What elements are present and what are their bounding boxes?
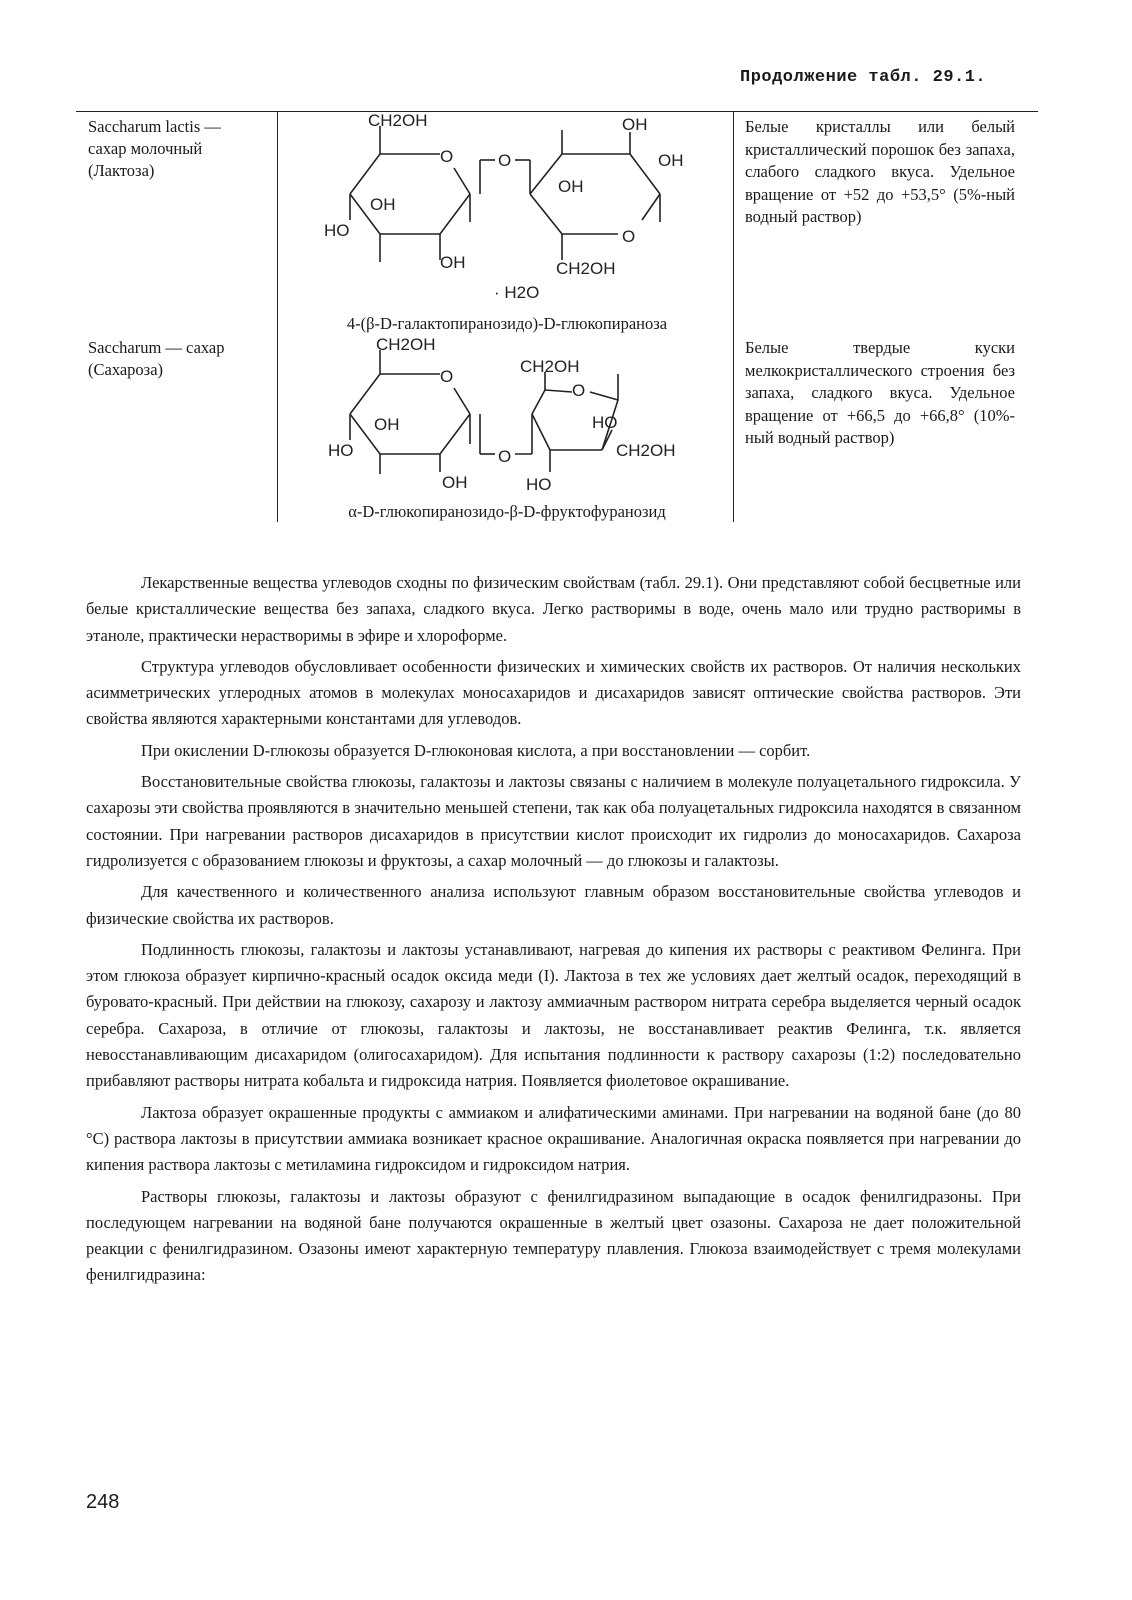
table-row-name-lactose: Saccharum lactis — сахар молочный (Лактоза) [88, 117, 221, 180]
lactose-ring-o-right: O [622, 227, 636, 246]
lactose-ch2oh-top: CH2OH [368, 111, 428, 130]
lactose-oh-right-far: OH [658, 151, 684, 170]
sucrose-oh-bottom: OH [442, 473, 468, 492]
table-column-divider-1 [277, 112, 278, 522]
lactose-oh-inner-right: OH [558, 177, 584, 196]
lactose-description: Белые кристаллы или белый кристаллический порошок без запаха, слабого сладкого вкуса. Удельное вращение от +52 до +53,5° (5%-ный водный раствор) [745, 117, 1015, 226]
sucrose-ho-inner-right: HO [592, 413, 618, 432]
sucrose-ring-o-right: O [572, 381, 586, 400]
sucrose-bridge-o: O [498, 447, 512, 466]
paragraph: Структура углеводов обусловливает особенности физических и химических свойств их растворов. От наличия нескольких асимметрических углеродных атомов в молекулах моносахаридов и дисахаридов зависят оптические свойства растворов. Эти свойства являются характерными константами для углеводов. [86, 656, 1021, 729]
sucrose-structure [300, 334, 720, 498]
paragraph: Лактоза образует окрашенные продукты с аммиаком и алифатическими аминами. При нагревании на водяной бане (до 80 °С) раствора лактозы в присутствии аммиака возникает красное окрашивание. Аналогичная окраска появляется при нагревании до кипения раствора лактозы с метиламина гидроксидом и гидроксидом натрия. [86, 1102, 1021, 1175]
sucrose-ho-bottom: HO [526, 475, 552, 494]
page-number: 248 [86, 1491, 120, 1513]
table-row-name-sucrose: Saccharum — сахар (Сахароза) [88, 338, 225, 379]
lactose-structure [300, 110, 720, 310]
sucrose-ho-left: HO [328, 441, 354, 460]
paragraph: Для качественного и количественного анализа используют главным образом восстановительные свойства углеводов и физические свойства их растворов. [86, 882, 1021, 928]
sucrose-ch2oh-right: CH2OH [616, 441, 676, 460]
table-column-divider-2 [733, 112, 734, 522]
sucrose-description: Белые твердые куски мелкокристаллического строения без запаха, сладкого вкуса. Удельное вращение от +66,5 до +66,8° (10%-ный водный раствор) [745, 338, 1015, 447]
body-text [86, 570, 1021, 1294]
paragraph: Подлинность глюкозы, галактозы и лактозы устанавливают, нагревая до кипения их растворы с реактивом Фелинга. При этом глюкоза образует кирпично-красный осадок оксида меди (I). Лактоза в тех же условиях дает желтый осадок, переходящий в буровато-красный. При действии на глюкозу, сахарозу и лактозу аммиачным раствором нитрата серебра выделяется черный осадок серебра. Сахароза, в отличие от глюкозы, галактозы и лактозы, не восстанавливает реактив Фелинга, т.к. является невосстанавливающим дисахаридом (олигосахаридом). Для испытания подлинности к раствору сахарозы (1:2) последовательно прибавляют растворы нитрата кобальта и гидроксида натрия. Появляется фиолетовое окрашивание. [86, 939, 1021, 1091]
lactose-bridge-o: O [498, 151, 512, 170]
paragraph: Лекарственные вещества углеводов сходны по физическим свойствам (табл. 29.1). Они представляют собой бесцветные или белые кристаллические вещества без запаха, сладкого вкуса. Легко растворимы в воде, очень мало или трудно растворимы в этаноле, практически нерастворимы в эфире и хлороформе. [86, 573, 1021, 645]
sucrose-ch2oh-left: CH2OH [376, 335, 436, 354]
sucrose-oh-inner: OH [374, 415, 400, 434]
lactose-oh-bottom: OH [440, 253, 466, 272]
sucrose-ch2oh-right-top: CH2OH [520, 357, 580, 376]
lactose-oh-inner-left: OH [370, 195, 396, 214]
lactose-ring-o-left: O [440, 147, 454, 166]
paragraph: При окислении D-глюкозы образуется D-глюконовая кислота, а при восстановлении — сорбит. [141, 740, 811, 760]
lactose-ch2oh-bottom: CH2OH [556, 259, 616, 278]
paragraph: Восстановительные свойства глюкозы, галактозы и лактозы связаны с наличием в молекуле полуацетального гидроксила. У сахарозы эти свойства проявляются в значительно меньшей степени, так как оба полуацетальных гидроксила находятся в связанном состоянии. При нагревании растворов дисахаридов в присутствии кислот происходит их гидролиз до моносахаридов. Сахароза гидролизуется с образованием глюкозы и фруктозы, а сахар молочный — до глюкозы и галактозы. [86, 772, 1021, 870]
sucrose-chemical-name: α-D-глюкопиранозидо-β-D-фруктофуранозид [348, 502, 666, 521]
lactose-chemical-name: 4-(β-D-галактопиранозидо)-D-глюкопираноза [346, 314, 668, 333]
lactose-ho-left: HO [324, 221, 350, 240]
lactose-hydrate: · H2O [494, 283, 540, 302]
paragraph: Растворы глюкозы, галактозы и лактозы образуют с фенилгидразином выпадающие в осадок фенилгидразоны. При последующем нагревании на водяной бане получаются окрашенные в желтый цвет озазоны. Сахароза не дает положительной реакции с фенилгидразином. Озазоны имеют характерную температуру плавления. Глюкоза взаимодействует с тремя молекулами фенилгидразина: [86, 1186, 1021, 1285]
sucrose-ring-o-left: O [440, 367, 454, 386]
table-continuation-label: Продолжение табл. 29.1. [740, 68, 987, 87]
lactose-oh-right-top: OH [622, 115, 648, 134]
